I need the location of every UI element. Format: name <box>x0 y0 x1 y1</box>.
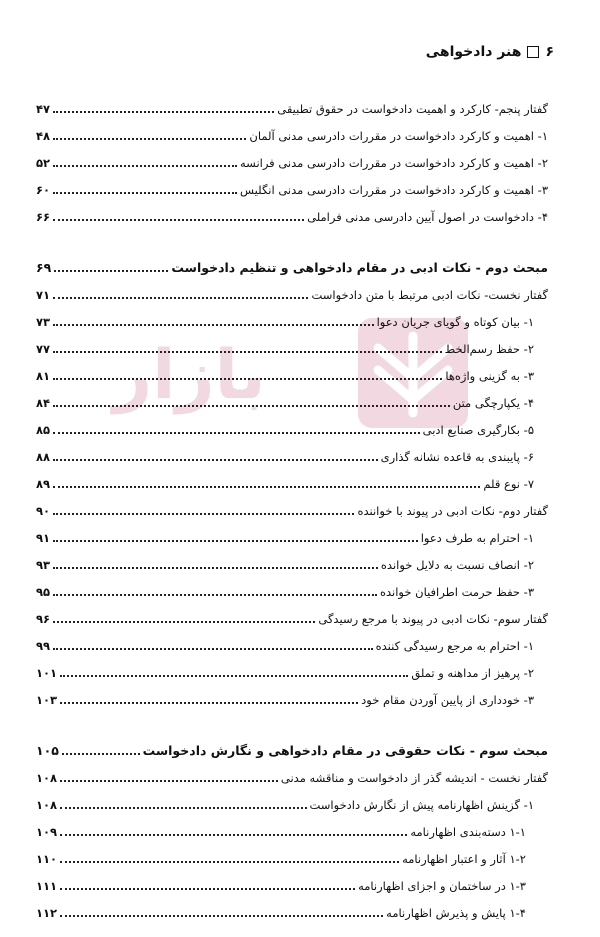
toc-entry[interactable]: ۳- خودداری از پایین آوردن مقام خود ۱۰۳ <box>36 693 534 707</box>
toc-entry[interactable]: ۱-۲ آثار و اعتبار اظهارنامه ۱۱۰ <box>36 852 526 866</box>
toc-entry[interactable]: ۶- پایبندی به قاعده نشانه گذاری ۸۸ <box>36 450 534 464</box>
toc-entry[interactable]: ۳- حفظ حرمت اطرافیان خوانده ۹۵ <box>36 585 534 599</box>
toc-heading[interactable]: مبحث سوم - نکات حقوقی در مقام دادخواهی و نگارش دادخواست ۱۰۵ <box>36 743 548 758</box>
toc-entry[interactable]: ۴- یکپارچگی متن ۸۴ <box>36 396 534 410</box>
toc-entry[interactable]: گفتار سوم- نکات ادبی در پیوند با مرجع رسیدگی ۹۶ <box>36 612 548 626</box>
toc-entry[interactable]: ۲- پرهیز از مداهنه و تملق ۱۰۱ <box>36 666 534 680</box>
toc-entry[interactable]: ۲- حفظ رسم‌الخط ۷۷ <box>36 342 534 356</box>
watermark-text: بازار <box>113 336 266 415</box>
toc-entry[interactable]: ۵- بکارگیری صنایع ادبی ۸۵ <box>36 423 534 437</box>
page-number: ۶ <box>545 44 554 60</box>
toc-entry[interactable]: گفتار نخست- نکات ادبی مرتبط با متن دادخواست ۷۱ <box>36 288 548 302</box>
square-icon <box>527 46 539 58</box>
toc-entry[interactable]: گفتار دوم- نکات ادبی در پیوند با خواننده ۹۰ <box>36 504 548 518</box>
page-header <box>426 44 554 60</box>
book-title: هنر دادخواهی <box>425 44 522 60</box>
toc-heading[interactable]: مبحث دوم - نکات ادبی در مقام دادخواهی و تنظیم دادخواست ۶۹ <box>36 260 548 275</box>
toc-entry[interactable]: ۴- دادخواست در اصول آیین دادرسی مدنی فراملی ۶۶ <box>36 210 548 224</box>
toc-entry[interactable]: ۱- اهمیت و کارکرد دادخواست در مقررات دادرسی مدنی آلمان ۴۸ <box>36 129 548 143</box>
toc-entry[interactable]: گفتار پنجم- کارکرد و اهمیت دادخواست در حقوق تطبیقی ۴۷ <box>36 102 548 116</box>
toc-entry[interactable]: ۱-۱ دسته‌بندی اظهارنامه ۱۰۹ <box>36 825 526 839</box>
toc-entry[interactable]: ۱- احترام به مرجع رسیدگی کننده ۹۹ <box>36 639 534 653</box>
toc-entry[interactable]: ۳- اهمیت و کارکرد دادخواست در مقررات دادرسی مدنی انگلیس ۶۰ <box>36 183 548 197</box>
toc-entry[interactable]: ۱- بیان کوتاه و گویای جریان دعوا ۷۳ <box>36 315 534 329</box>
toc-entry[interactable]: گفتار نخست - اندیشه گذر از دادخواست و مناقشه مدنی ۱۰۸ <box>36 771 548 785</box>
toc-entry[interactable]: ۱-۴ پایش و پذیرش اظهارنامه ۱۱۲ <box>36 906 526 920</box>
toc-entry[interactable]: ۷- نوع قلم ۸۹ <box>36 477 534 491</box>
toc-entry[interactable]: ۱-۳ در ساختمان و اجزای اظهارنامه ۱۱۱ <box>36 879 526 893</box>
toc-entry[interactable]: ۳- به گزینی واژه‌ها ۸۱ <box>36 369 534 383</box>
toc-entry[interactable]: ۱- احترام به طرف دعوا ۹۱ <box>36 531 534 545</box>
toc-entry[interactable]: ۲- اهمیت و کارکرد دادخواست در مقررات دادرسی مدنی فرانسه ۵۲ <box>36 156 548 170</box>
toc-entry[interactable]: ۲- انصاف نسبت به دلایل خوانده ۹۳ <box>36 558 534 572</box>
toc-entry[interactable]: ۱- گزینش اظهارنامه پیش از نگارش دادخواست ۱۰۸ <box>36 798 534 812</box>
